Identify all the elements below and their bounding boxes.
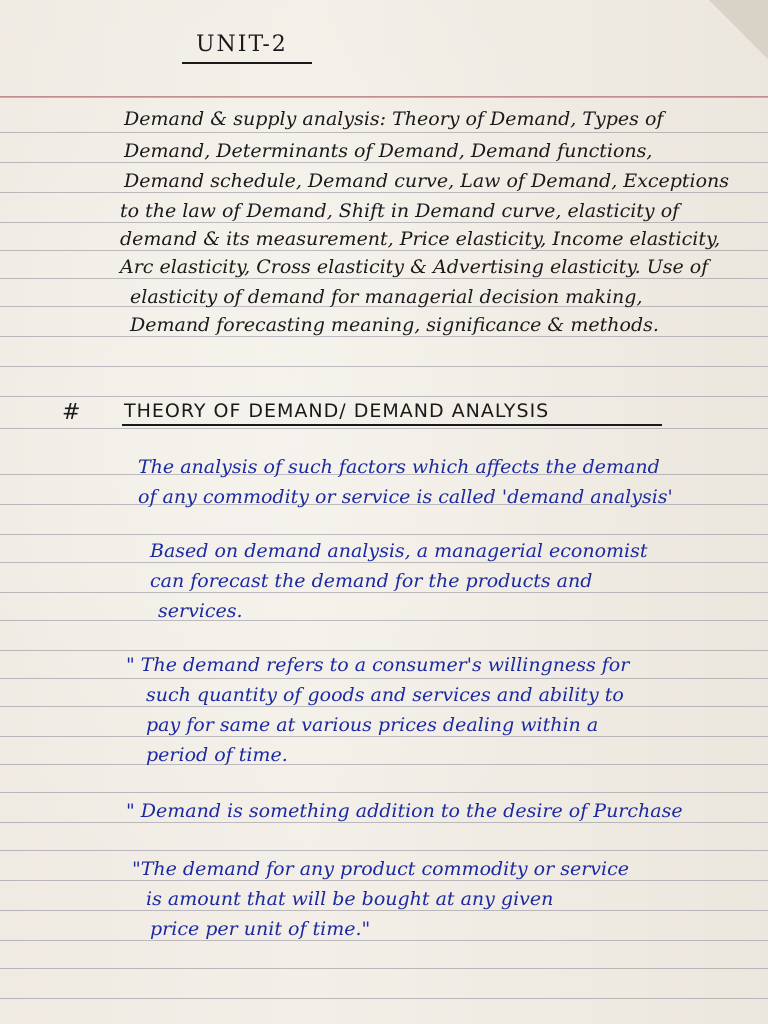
paragraph-line: pay for same at various prices dealing within a [146,714,599,736]
ruled-line [0,764,768,765]
ruled-line [0,850,768,851]
paragraph-line: is amount that will be bought at any given [146,888,554,910]
paragraph-line: can forecast the demand for the products and [150,570,593,592]
paragraph-line: The analysis of such factors which affects the demand [138,456,660,478]
ruled-line [0,706,768,707]
paragraph-line: " Demand is something addition to the desire of Purchase [126,800,683,822]
page-corner [698,0,768,60]
syllabus-line: Demand, Determinants of Demand, Demand functions, [124,140,653,162]
ruled-line [0,192,768,193]
paragraph-line: period of time. [146,744,288,766]
ruled-line [0,366,768,367]
unit-heading: UNIT-2 [196,32,288,57]
ruled-line [0,736,768,737]
syllabus-line: demand & its measurement, Price elasticity, Income elasticity, [120,228,721,250]
ruled-line [0,822,768,823]
syllabus-line: elasticity of demand for managerial decision making, [130,286,643,308]
section-heading: THEORY OF DEMAND/ DEMAND ANALYSIS [124,400,550,422]
ruled-line [0,678,768,679]
ruled-line [0,250,768,251]
paragraph-line: such quantity of goods and services and ability to [146,684,624,706]
section-marker: # [62,400,81,425]
paragraph-line: services. [158,600,243,622]
ruled-line [0,650,768,651]
ruled-line [0,968,768,969]
ruled-line [0,132,768,133]
paragraph-line: price per unit of time." [150,918,371,940]
margin-line [0,96,768,98]
ruled-line [0,222,768,223]
paragraph-line: " The demand refers to a consumer's willingness for [126,654,630,676]
ruled-line [0,592,768,593]
syllabus-line: to the law of Demand, Shift in Demand curve, elasticity of [120,200,680,222]
ruled-line [0,880,768,881]
ruled-line [0,396,768,397]
syllabus-line: Arc elasticity, Cross elasticity & Advertising elasticity. Use of [120,256,709,278]
ruled-line [0,534,768,535]
ruled-line [0,562,768,563]
ruled-line [0,162,768,163]
syllabus-line: Demand schedule, Demand curve, Law of Demand, Exceptions [124,170,730,192]
ruled-line [0,910,768,911]
syllabus-line: Demand & supply analysis: Theory of Demand, Types of [124,108,664,130]
ruled-line [0,620,768,621]
section-heading-underline [122,424,662,426]
ruled-line [0,336,768,337]
ruled-line [0,428,768,429]
unit-heading-underline [182,62,312,64]
ruled-line [0,278,768,279]
ruled-line [0,792,768,793]
ruled-line [0,998,768,999]
ruled-line [0,940,768,941]
syllabus-line: Demand forecasting meaning, significance & methods. [130,314,659,336]
paragraph-line: "The demand for any product commodity or service [132,858,629,880]
paragraph-line: of any commodity or service is called 'demand analysis' [138,486,673,508]
paragraph-line: Based on demand analysis, a managerial economist [150,540,648,562]
